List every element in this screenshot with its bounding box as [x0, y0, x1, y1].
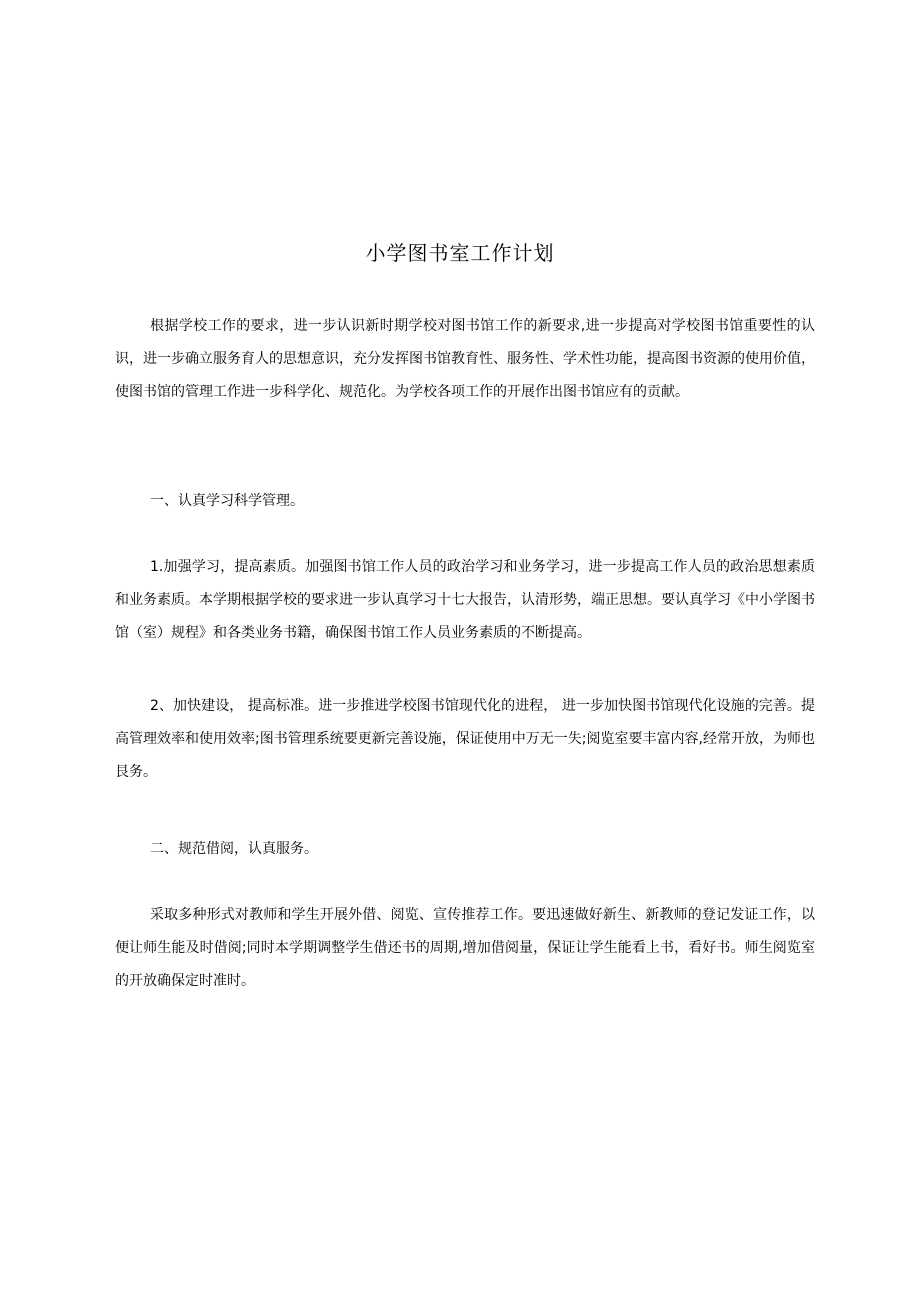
section-2-paragraph: 采取多种形式对教师和学生开展外借、阅览、宣传推荐工作。要迅速做好新生、新教师的登记发证工作，以便让师生能及时借阅;同时本学期调整学生借还书的周期,增加借阅量，保证让学生能看上书，看好书。师生阅览室的开放确保定时准时。 — [115, 907, 815, 989]
section-2-heading: 二、规范借阅，认真服务。 — [150, 841, 318, 857]
intro-paragraph: 根据学校工作的要求，进一步认识新时期学校对图书馆工作的新要求,进一步提高对学校图书馆重要性的认识，进一步确立服务育人的思想意识，充分发挥图书馆教育性、服务性、学术性功能，提高图书资源的使用价值，使图书馆的管理工作进一步科学化、规范化。为学校各项工作的开展作出图书馆应有的贡献。 — [115, 318, 815, 400]
section-1-heading: 一、认真学习科学管理。 — [150, 493, 304, 509]
section-1-item-1: 1.加强学习，提高素质。加强图书馆工作人员的政治学习和业务学习，进一步提高工作人员的政治思想素质和业务素质。本学期根据学校的要求进一步认真学习十七大报告，认清形势，端正思想。要认真学习《中小学图书馆（室）规程》和各类业务书籍，确保图书馆工作人员业务素质的不断提高。 — [115, 559, 815, 641]
section-1-item-2: 2、加快建设， 提高标准。进一步推进学校图书馆现代化的进程， 进一步加快图书馆现代化设施的完善。提高管理效率和使用效率;图书管理系统要更新完善设施，保证使用中万无一失;阅览室要丰富内容,经常开放，为师也艮务。 — [115, 698, 815, 780]
document-title: 小学图书室工作计划 — [365, 241, 555, 265]
